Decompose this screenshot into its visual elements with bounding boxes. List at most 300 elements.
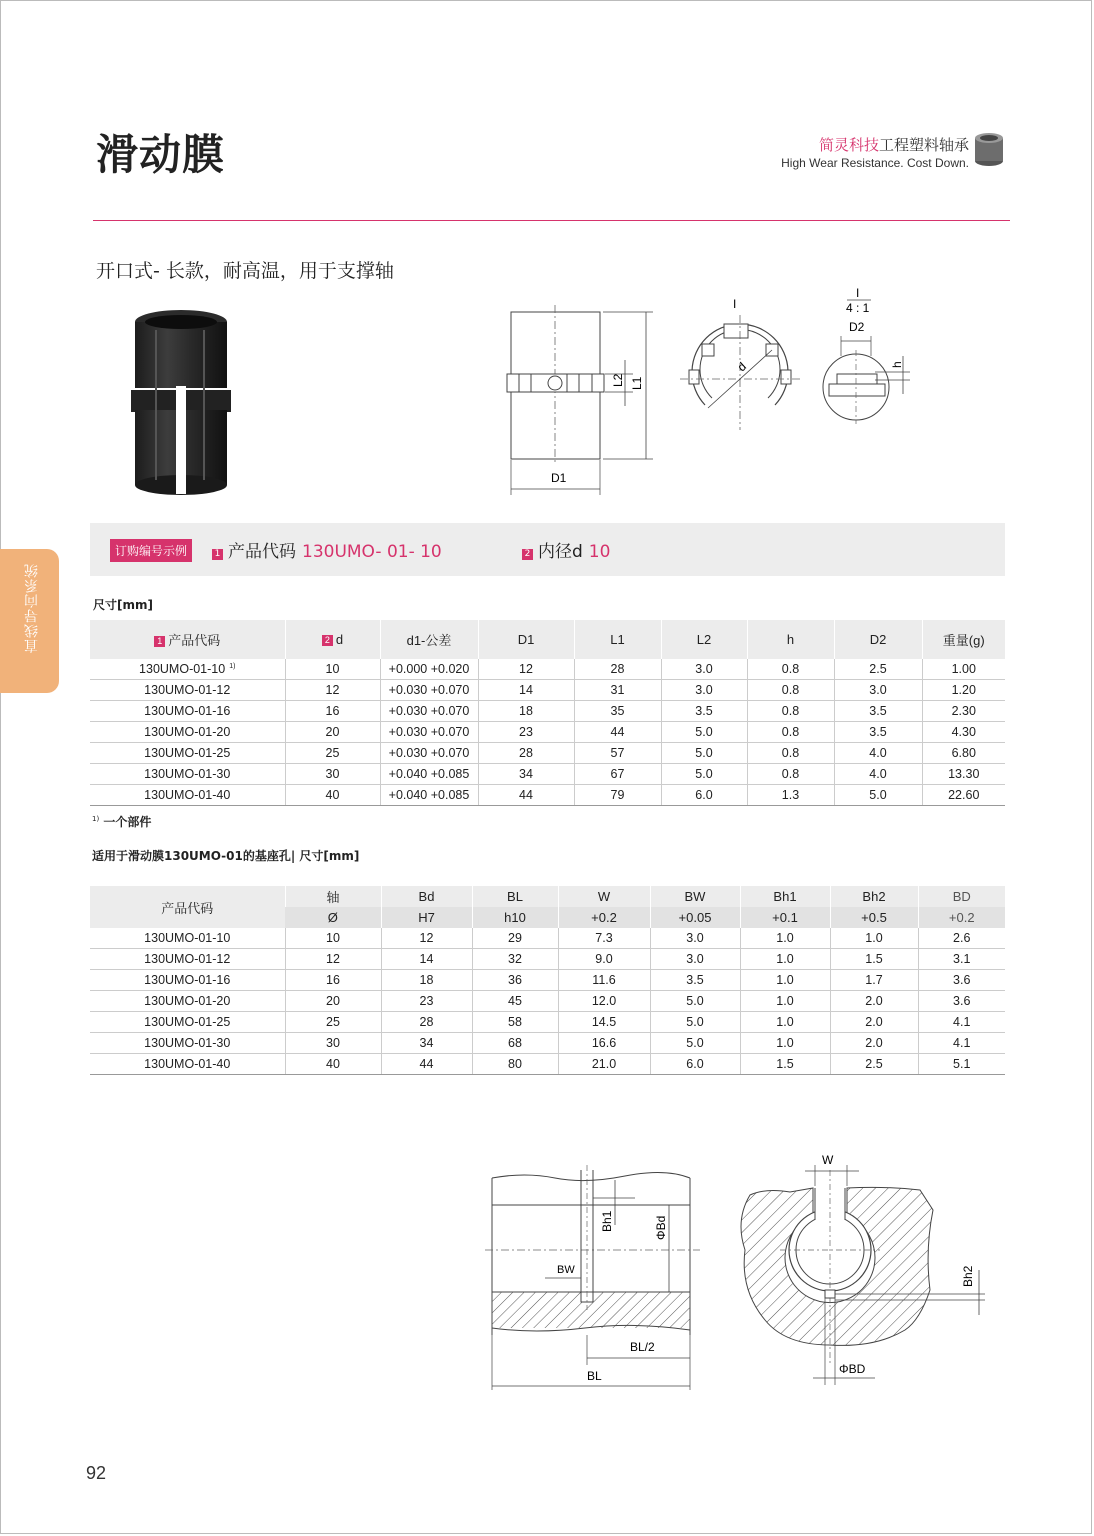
dims-table-row [90,785,1005,806]
housing-bd-label: ΦBd [654,1215,668,1240]
dims-header-product-code [90,620,285,659]
dims-table-footnote-marker: 1) [229,662,236,670]
dims-table-cell-text: 0.8 [781,662,800,676]
seat-table-cell-text: 45 [508,994,522,1008]
dims-table-cell-text: 1.3 [781,788,800,802]
dims-table-cell-text: 3.5 [869,725,887,739]
seat-table-cell-text: 5.1 [953,1057,971,1071]
dims-table-cell [834,764,922,785]
seat-table-cell-text: 20 [326,994,340,1008]
dims-table-cell [380,701,478,722]
seat-table-cell [558,1033,650,1054]
dims-table-cell [380,680,478,701]
seat-table-cell [918,1054,1005,1075]
dims-table-cell [661,764,747,785]
seat-table-row [90,1054,1005,1075]
product-subtitle: 开口式- 长款，耐高温，用于支撑轴 [96,260,394,282]
seat-table-header-row [90,886,1005,907]
dims-table-cell [285,743,380,764]
seat-table-cell [650,1033,740,1054]
seat-table-cell [472,991,558,1012]
dims-table-row [90,659,1005,680]
seat-table-cell [285,928,381,949]
seat-table-cell-text: 68 [508,1036,522,1050]
dims-table-cell-text: 35 [610,704,625,718]
seat-table-cell-text: 10 [326,931,340,945]
seat-table-cell-text: 5.0 [686,994,704,1008]
dims-table-cell-text: +0.030 +0.070 [388,746,470,760]
seat-table-cell [918,949,1005,970]
seat-table-cell-text: 130UMO-01-10 [144,931,231,945]
dim-l1-label: L1 [630,376,644,390]
seat-table-cell-text: 1.7 [865,973,883,987]
seat-table-cell-text: 12 [419,931,434,945]
dims-table-cell [285,680,380,701]
dims-table-row [90,764,1005,785]
seat-table-cell-text: 2.0 [865,1015,883,1029]
seat-table-cell [830,1012,918,1033]
seat-table-cell [90,1012,285,1033]
dims-table-cell-text: 5.0 [869,788,887,802]
seat-table-cell [918,970,1005,991]
dims-table-cell [380,743,478,764]
dims-table-cell [574,764,661,785]
seat-table-cell [285,1012,381,1033]
dims-table-cell [574,722,661,743]
seat-sub-shaft: Ø [285,907,381,928]
dims-table-cell [478,680,574,701]
brand-name [781,134,969,155]
dims-table-cell [834,785,922,806]
seat-table-cell [650,1012,740,1033]
seat-sub-Bh2: +0.5 [830,907,918,928]
order-item1-label: 产品代码 [228,542,296,562]
seat-table-cell [90,949,285,970]
seat-table-cell-text: 40 [326,1057,340,1071]
seat-table-cell-text: 23 [419,994,434,1008]
dims-table-cell-text: +0.030 +0.070 [388,704,470,718]
seat-table-cell-text: 32 [508,952,522,966]
dims-table-cell [478,701,574,722]
seat-header-Bh2: Bh2 [830,886,918,907]
dims-table-cell [922,722,1005,743]
dims-table-cell-text: 3.5 [695,704,713,718]
dims-table-cell-text: 16 [325,704,340,718]
dims-table-cell-text: 22.60 [948,788,980,802]
dims-table-cell-text: 5.0 [695,746,713,760]
seat-table-cell-text: 3.0 [686,931,704,945]
dims-table-cell [834,680,922,701]
dims-table-cell-text: 12 [325,683,340,697]
seat-table-cell-text: 14.5 [591,1015,617,1029]
seat-table-cell-text: 44 [419,1057,434,1071]
seat-header-Bd: Bd [381,886,472,907]
dims-table-cell-text: 67 [610,767,625,781]
dims-table-cell-text: +0.030 +0.070 [388,683,470,697]
seat-table-cell-text: 5.0 [686,1036,704,1050]
dims-table-cell [285,722,380,743]
dim-l2-label: L2 [611,373,625,387]
product-photo [126,300,236,500]
dims-footnote [92,813,151,830]
seat-table-cell [558,970,650,991]
seat-table-cell [472,949,558,970]
dims-table-cell [574,701,661,722]
dims-table-cell [661,701,747,722]
dims-table-cell-text: 0.8 [781,683,800,697]
dims-table-cell [747,701,834,722]
seat-table-cell [918,1012,1005,1033]
dims-table-cell [834,743,922,764]
dims-table-cell-text: 44 [519,788,533,802]
seat-table-cell [918,991,1005,1012]
dims-table-cell [478,659,574,680]
seat-table-cell [90,970,285,991]
dims-table-cell-text: 23 [519,725,533,739]
page-number: 92 [86,1463,107,1483]
seat-table-cell-text: 1.0 [776,973,794,987]
dims-table-row [90,722,1005,743]
seat-header-shaft: 轴 [285,886,381,907]
dims-table-cell [478,722,574,743]
seat-table-cell [830,991,918,1012]
seat-table-cell [650,970,740,991]
dims-table-cell [661,659,747,680]
seat-table-cell [285,970,381,991]
dims-table-caption: 尺寸[mm] [93,598,153,612]
dims-header-d-text: d [335,632,344,647]
dims-table-cell [574,743,661,764]
seat-sub-W: +0.2 [558,907,650,928]
section-i-label: I [733,297,737,311]
dims-table-cell [380,722,478,743]
dims-table-cell [285,764,380,785]
seat-table-cell-text: 130UMO-01-25 [144,1015,231,1029]
seat-table-cell-text: 1.0 [776,994,794,1008]
seat-table-cell [830,928,918,949]
dims-table-cell-text: 13.30 [948,767,980,781]
dims-header-d [285,620,380,659]
dims-table-cell-text: 3.0 [695,683,713,697]
dims-table-cell-text: 40 [325,788,340,802]
seat-table-cell-text: 1.0 [776,952,794,966]
seat-table-cell-text: 2.5 [865,1057,883,1071]
seat-table-cell [650,991,740,1012]
seat-header-Bh1: Bh1 [740,886,830,907]
housing-bd-small-label: ΦBD [839,1362,866,1376]
seat-table-cell-text: 6.0 [686,1057,704,1071]
seat-sub-BD: +0.2 [918,907,1005,928]
seat-table-cell-text: 28 [419,1015,434,1029]
dims-table-cell [922,764,1005,785]
dims-table-cell-text: 2.30 [951,704,976,718]
dims-table-cell [922,701,1005,722]
seat-table-cell-text: 1.5 [776,1057,794,1071]
seat-table-cell [918,928,1005,949]
seat-table-row [90,1033,1005,1054]
seat-table-row [90,970,1005,991]
dims-header-num-1: 1 [154,636,165,647]
seat-sub-BW: +0.05 [650,907,740,928]
dims-table-cell [747,785,834,806]
housing-bore-table [90,886,1005,1075]
dims-table-cell [90,659,285,680]
seat-table-cell [285,1033,381,1054]
seat-table-cell-text: 9.0 [595,952,613,966]
seat-table-cell [650,928,740,949]
seat-table-cell [740,991,830,1012]
housing-bh1-label: Bh1 [600,1210,614,1232]
dims-table-cell-text: 57 [610,746,625,760]
seat-table-row [90,949,1005,970]
seat-table-cell-text: 80 [508,1057,522,1071]
seat-table-cell-text: 12.0 [591,994,617,1008]
seat-table-cell [285,991,381,1012]
seat-table-cell-text: 30 [326,1036,340,1050]
dims-header-L1: L1 [574,620,661,659]
seat-table-cell-text: 21.0 [591,1057,617,1071]
detail-view-drawing [815,284,915,434]
dims-table-cell [285,785,380,806]
seat-table-cell [381,1054,472,1075]
dims-table-cell-text: 18 [519,704,533,718]
seat-table-cell-text: 3.6 [953,994,971,1008]
seat-table-cell [740,949,830,970]
dims-table-cell-text: 0.8 [781,746,800,760]
dims-table-cell [922,680,1005,701]
seat-table-cell-text: 3.6 [953,973,971,987]
housing-bw-label: BW [557,1264,575,1276]
dims-table-row [90,743,1005,764]
dims-table-cell-text: 31 [610,683,625,697]
seat-table-cell [381,1012,472,1033]
seat-table-cell [381,970,472,991]
dims-header-D1: D1 [478,620,574,659]
seat-table-cell-text: 130UMO-01-12 [144,952,231,966]
seat-table-cell [558,949,650,970]
dims-table-cell-text: 34 [519,767,533,781]
brand-tagline: High Wear Resistance. Cost Down. [781,156,969,170]
dims-table-cell [661,743,747,764]
dims-table-cell-text: 1.00 [951,662,976,676]
seat-header-BL: BL [472,886,558,907]
seat-table-cell [650,1054,740,1075]
seat-table-cell [472,970,558,991]
dims-table-cell [90,680,285,701]
seat-table-cell [90,1033,285,1054]
dims-table-header-row [90,620,1005,659]
seat-table-cell-text: 16.6 [591,1036,617,1050]
seat-table-cell-text: 1.0 [776,1036,794,1050]
dims-header-num-2: 2 [322,635,333,646]
dims-table-cell-text: 3.5 [869,704,887,718]
detail-d2-label: D2 [849,320,865,334]
dims-table-cell [922,743,1005,764]
order-item-inner-diameter [522,537,610,562]
detail-i-label: I [856,286,860,300]
dims-table-cell-text: 130UMO-01-12 [144,683,231,697]
seat-table-cell-text: 4.1 [953,1036,971,1050]
dims-table-cell-text: 20 [325,725,340,739]
dims-table-cell-text: 10 [325,662,340,676]
seat-table-cell [740,1054,830,1075]
seat-table-caption: 适用于滑动膜130UMO-01的基座孔| 尺寸[mm] [92,849,360,863]
dims-table-cell [90,743,285,764]
housing-side-drawing [485,1150,700,1395]
dims-table-cell [834,659,922,680]
dimensions-table [90,620,1005,806]
dims-table-cell-text: +0.040 +0.085 [388,788,470,802]
dims-table-cell-text: 3.0 [869,683,887,697]
seat-table-row [90,928,1005,949]
detail-h-label: h [890,361,904,368]
housing-section-drawing [735,1150,995,1395]
brand-name-rest: 工程塑料轴承 [878,136,969,154]
seat-sub-Bh1: +0.1 [740,907,830,928]
housing-bl2-label: BL/2 [630,1340,655,1354]
dims-table-cell-text: 130UMO-01-25 [144,746,231,760]
order-item2-value: 10 [588,542,611,562]
dims-table-cell-text: 1.20 [951,683,976,697]
dims-table-cell-text: 12 [519,662,533,676]
dims-table-cell [747,659,834,680]
seat-table-cell-text: 16 [326,973,340,987]
housing-bl-label: BL [587,1369,602,1383]
dims-footnote-text: 一个部件 [103,815,152,829]
dims-table-cell-text: 5.0 [695,767,713,781]
order-item1-value: 130UMO- 01- 10 [302,542,442,562]
dims-table-cell [747,680,834,701]
section-view-drawing [680,290,800,430]
dims-table-cell-text: 4.30 [951,725,976,739]
dims-header-h: h [747,620,834,659]
page-title: 滑动膜 [96,130,226,179]
seat-header-BD: BD [918,886,1005,907]
seat-table-cell [558,1012,650,1033]
seat-table-cell-text: 3.1 [953,952,971,966]
seat-table-cell-text: 3.5 [686,973,704,987]
dims-table-cell-text: 130UMO-01-30 [144,767,231,781]
dims-table-cell-text: 4.0 [869,746,887,760]
dims-table-cell-text: 0.8 [781,725,800,739]
seat-table-cell [740,1012,830,1033]
seat-table-cell [472,1054,558,1075]
seat-table-cell [285,1054,381,1075]
dims-table-cell [661,722,747,743]
dims-table-cell [834,701,922,722]
seat-table-cell-text: 1.0 [865,931,883,945]
dims-table-cell-text: 79 [610,788,625,802]
order-example-bar [90,523,1005,576]
order-num-2: 2 [522,549,533,560]
dims-header-d1-tol: d1-公差 [380,620,478,659]
seat-table-cell [740,928,830,949]
dims-table-cell [478,764,574,785]
seat-table-cell-text: 1.0 [776,1015,794,1029]
dims-table-cell-text: 0.8 [781,767,800,781]
dims-table-cell [922,785,1005,806]
dims-table-cell-text: +0.000 +0.020 [388,662,470,676]
seat-table-cell-text: 58 [508,1015,522,1029]
seat-table-cell [472,928,558,949]
seat-table-cell [918,1033,1005,1054]
section-side-tab[interactable] [0,549,59,693]
dims-table-row [90,701,1005,722]
seat-header-W: W [558,886,650,907]
bearing-logo-icon [973,131,1005,167]
dims-table-cell-text: 28 [610,662,625,676]
seat-table-cell [472,1033,558,1054]
seat-table-cell-text: 5.0 [686,1015,704,1029]
dims-table-cell [285,659,380,680]
housing-bh2-label: Bh2 [961,1265,975,1287]
seat-sub-BL: h10 [472,907,558,928]
dims-table-cell-text: +0.040 +0.085 [388,767,470,781]
seat-table-cell [381,949,472,970]
dims-table-cell-text: 6.0 [695,788,713,802]
brand-block [781,134,969,170]
dims-table-cell-text: 44 [610,725,625,739]
dims-table-cell [380,764,478,785]
dim-d1-label: D1 [551,471,567,485]
dims-table-cell [661,785,747,806]
seat-table-cell [830,1054,918,1075]
seat-table-cell [740,1033,830,1054]
dims-table-cell-text: 130UMO-01-40 [144,788,231,802]
seat-table-cell-text: 3.0 [686,952,704,966]
dims-table-cell [478,785,574,806]
seat-table-cell-text: 36 [508,973,522,987]
dims-table-cell [285,701,380,722]
order-item-product-code [212,537,442,562]
dims-table-cell [574,659,661,680]
seat-table-cell-text: 2.6 [953,931,971,945]
dims-table-cell [922,659,1005,680]
dims-table-cell-text: 0.8 [781,704,800,718]
seat-header-product-code: 产品代码 [90,886,285,928]
dims-footnote-sup: 1) [92,815,100,823]
seat-table-cell-text: 29 [508,931,522,945]
seat-table-cell [381,1033,472,1054]
order-item2-label: 内径d [538,542,583,562]
header-divider [93,220,1010,221]
seat-table-cell-text: 7.3 [595,931,613,945]
housing-w-label: W [822,1153,834,1167]
seat-table-cell-text: 4.1 [953,1015,971,1029]
dims-table-cell [90,785,285,806]
detail-scale-label: 4 : 1 [846,301,870,315]
seat-table-cell-text: 12 [326,952,340,966]
dims-table-cell-text: 130UMO-01-20 [144,725,231,739]
dims-header-weight: 重量(g) [922,620,1005,659]
seat-header-BW: BW [650,886,740,907]
dims-table-cell [747,722,834,743]
seat-sub-Bd: H7 [381,907,472,928]
seat-table-cell-text: 130UMO-01-20 [144,994,231,1008]
dims-table-cell-text: 130UMO-01-16 [144,704,231,718]
seat-table-cell-text: 130UMO-01-30 [144,1036,231,1050]
seat-table-cell [558,928,650,949]
seat-table-cell [90,1054,285,1075]
seat-table-cell-text: 11.6 [592,973,616,987]
dims-header-L2: L2 [661,620,747,659]
dims-table-cell-text: 30 [325,767,340,781]
seat-table-cell [472,1012,558,1033]
dims-table-cell-text: 3.0 [695,662,713,676]
dims-table-cell [574,785,661,806]
section-d-label: d [734,359,749,375]
dims-table-cell [90,722,285,743]
